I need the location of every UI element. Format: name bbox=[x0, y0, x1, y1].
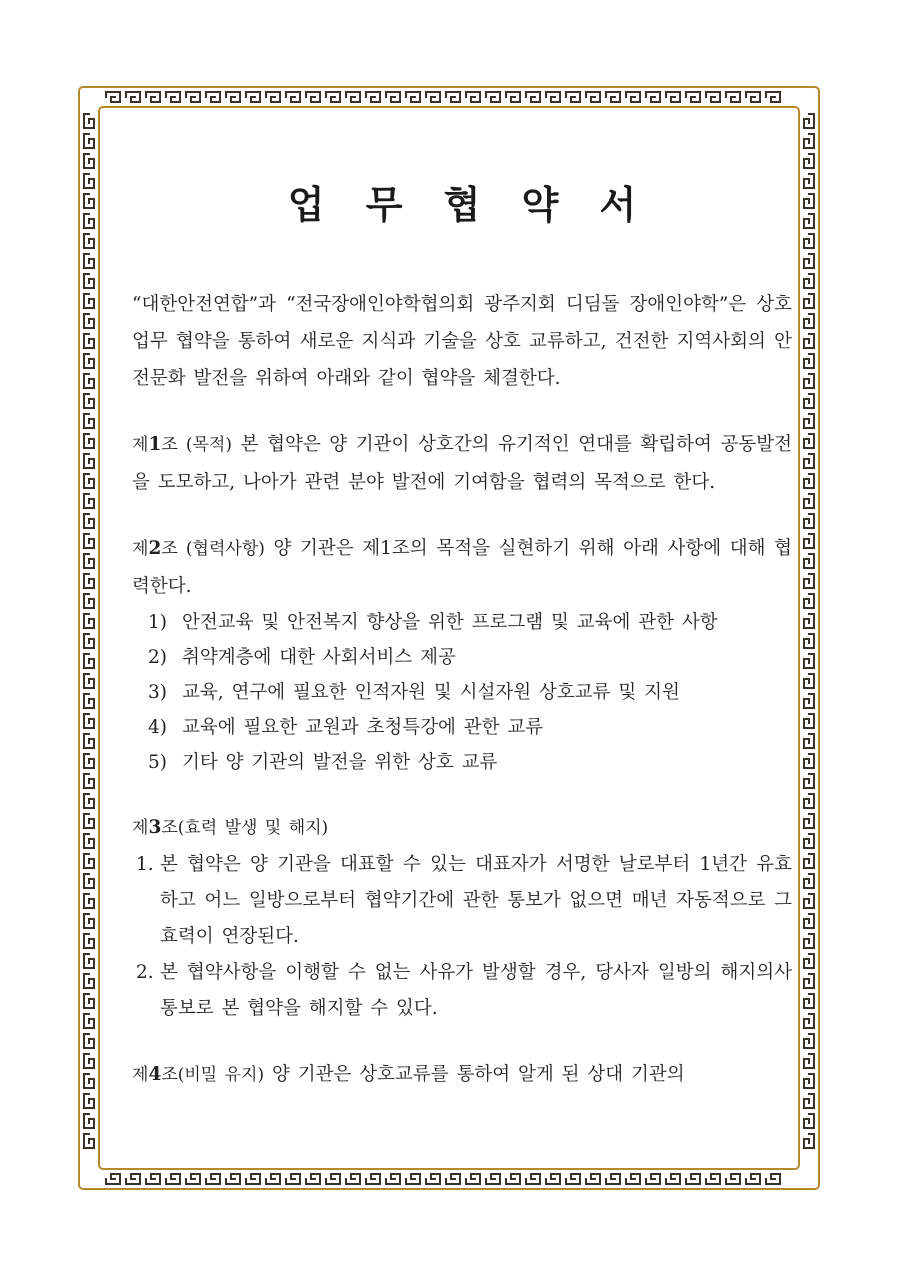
list-item-text: 안전교육 및 안전복지 향상을 위한 프로그램 및 교육에 관한 사항 bbox=[182, 612, 718, 633]
list-item-number: 1) bbox=[148, 612, 167, 633]
article-4-prefix: 제 bbox=[132, 1065, 149, 1085]
list-item-number: 4) bbox=[148, 717, 167, 738]
article-2-paragraph bbox=[132, 530, 792, 605]
list-item-text: 본 협약은 양 기관을 대표할 수 있는 대표자가 서명한 날로부터 1년간 유효하고 어느 일방으로부터 협약기간에 관한 통보가 없으면 매년 자동적으로 그 효력이 연장된다. bbox=[160, 854, 792, 947]
article-4-body: 양 기관은 상호교류를 통하여 알게 된 상대 기관의 bbox=[264, 1064, 685, 1085]
list-item-text: 기타 양 기관의 발전을 위한 상호 교류 bbox=[182, 752, 498, 773]
list-item-number: 2) bbox=[148, 647, 167, 668]
list-item-number: 5) bbox=[148, 752, 167, 773]
list-item-text: 본 협약사항을 이행할 수 없는 사유가 발생할 경우, 당사자 일방의 해지의사 통보로 본 협약을 해지할 수 있다. bbox=[160, 962, 792, 1019]
article-1-prefix: 제 bbox=[132, 435, 149, 455]
list-item bbox=[132, 745, 792, 780]
list-item bbox=[132, 847, 792, 955]
article-2-prefix: 제 bbox=[132, 539, 149, 559]
article-1 bbox=[132, 426, 792, 501]
list-item bbox=[132, 605, 792, 640]
list-item-number: 2. bbox=[136, 962, 154, 983]
article-4-suffix: 조 bbox=[161, 1065, 178, 1085]
article-3-topic: (효력 발생 및 해지) bbox=[177, 818, 329, 838]
list-item bbox=[132, 640, 792, 675]
article-1-suffix: 조 bbox=[161, 435, 178, 455]
list-item-text: 교육, 연구에 필요한 인적자원 및 시설자원 상호교류 및 지원 bbox=[182, 682, 680, 703]
article-3 bbox=[132, 809, 792, 1027]
article-4-number: 4 bbox=[148, 1064, 162, 1085]
article-4-paragraph bbox=[132, 1056, 792, 1094]
article-3-paragraph bbox=[132, 809, 792, 847]
list-item-text: 교육에 필요한 교원과 초청특강에 관한 교류 bbox=[182, 717, 544, 738]
article-1-number: 1 bbox=[148, 434, 162, 455]
article-1-body: 본 협약은 양 기관이 상호간의 유기적인 연대를 확립하여 공동발전을 도모하고, 나아가 관련 분야 발전에 기여함을 협력의 목적으로 한다. bbox=[132, 434, 792, 493]
article-4 bbox=[132, 1056, 792, 1094]
list-item bbox=[132, 710, 792, 745]
article-3-prefix: 제 bbox=[132, 818, 149, 838]
list-item-number: 3) bbox=[148, 682, 167, 703]
article-3-suffix: 조 bbox=[161, 818, 178, 838]
intro-paragraph: “대한안전연합”과 “전국장애인야학협의회 광주지회 디딤돌 장애인야학”은 상호 업무 협약을 통하여 새로운 지식과 기술을 상호 교류하고, 건전한 지역사회의 안전문화 발전을 위하여 아래와 같이 협약을 체결한다. bbox=[132, 294, 792, 389]
article-2-number: 2 bbox=[148, 538, 162, 559]
article-3-number: 3 bbox=[148, 817, 162, 838]
document-body bbox=[132, 180, 792, 1123]
article-1-topic: (목적) bbox=[177, 435, 232, 455]
list-item-text: 취약계층에 대한 사회서비스 제공 bbox=[182, 647, 456, 668]
article-2-topic: (협력사항) bbox=[177, 539, 265, 559]
article-2-body: 양 기관은 제1조의 목적을 실현하기 위해 아래 사항에 대해 협력한다. bbox=[132, 538, 792, 597]
list-item bbox=[132, 675, 792, 710]
article-3-items bbox=[132, 847, 792, 1027]
list-item bbox=[132, 955, 792, 1027]
article-2-items bbox=[132, 605, 792, 780]
article-4-topic: (비밀 유지) bbox=[177, 1065, 265, 1085]
article-1-paragraph bbox=[132, 426, 792, 501]
list-item-number: 1. bbox=[136, 854, 154, 875]
article-2 bbox=[132, 530, 792, 780]
article-2-suffix: 조 bbox=[161, 539, 178, 559]
document-title: 업 무 협 약 서 bbox=[287, 183, 651, 227]
